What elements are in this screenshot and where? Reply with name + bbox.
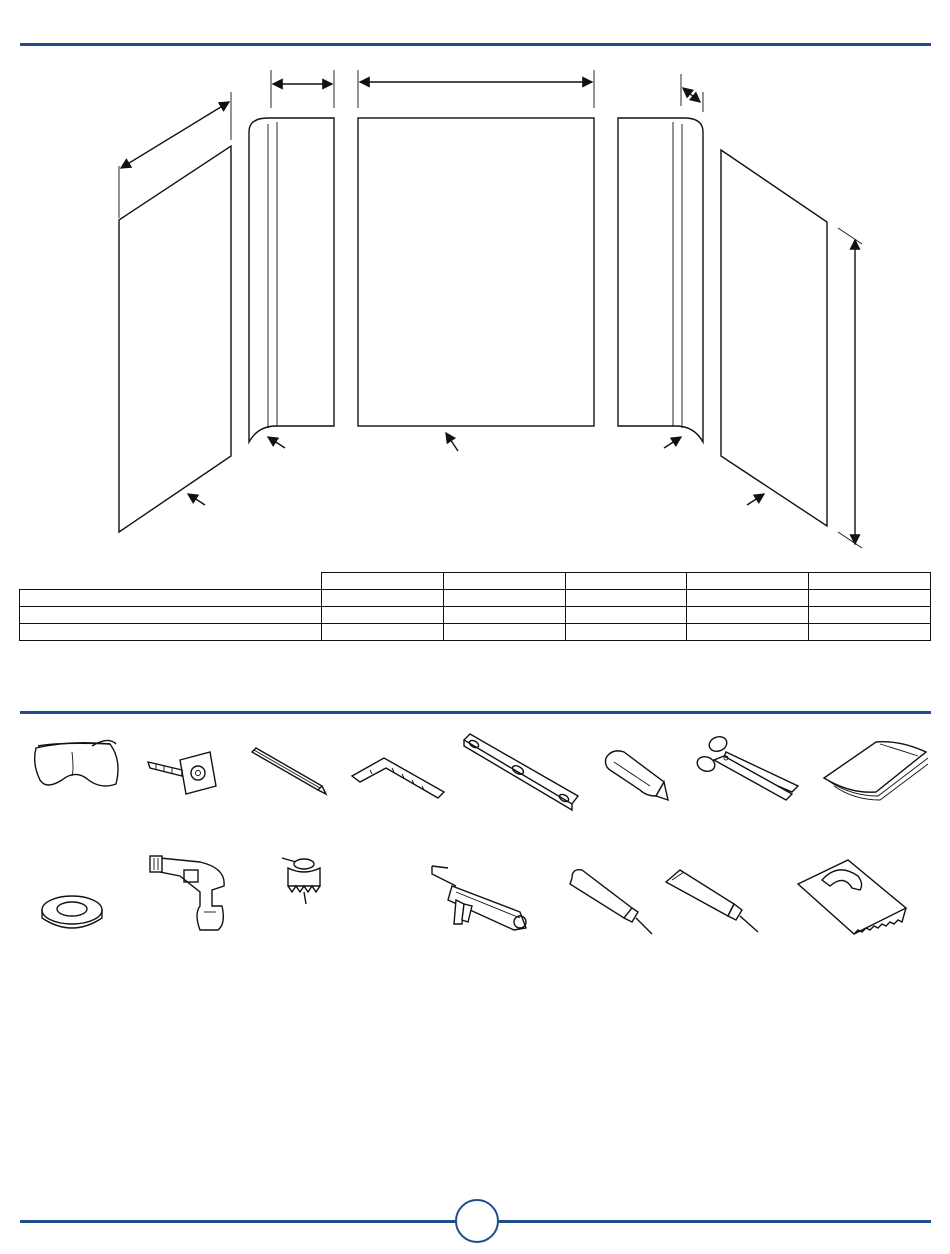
section-divider-tools [20, 711, 931, 714]
table-cell [322, 607, 444, 624]
table-cell [687, 590, 809, 607]
table-cell [565, 624, 687, 641]
table-cell [20, 624, 322, 641]
table-cell [809, 607, 931, 624]
table-row [20, 607, 931, 624]
panel-dimension-table [19, 572, 931, 641]
table-row [20, 590, 931, 607]
adhesive-tube-icon [666, 870, 758, 932]
table-header-cell [20, 573, 322, 590]
level-icon [464, 734, 578, 810]
left-corner-panel [249, 70, 334, 448]
caulk-gun-icon [432, 866, 526, 930]
table-cell [809, 624, 931, 641]
table-cell [687, 607, 809, 624]
table-cell [443, 624, 565, 641]
tools-and-materials [0, 720, 950, 950]
table-cell [20, 590, 322, 607]
cordless-drill-icon [150, 856, 224, 930]
tape-measure-icon [148, 752, 216, 794]
table-cell [565, 590, 687, 607]
table-header-cell [809, 573, 931, 590]
table-header-cell [687, 573, 809, 590]
scissors-icon [695, 734, 798, 800]
table-cell [443, 590, 565, 607]
table-cell [322, 590, 444, 607]
page-number-badge [455, 1199, 499, 1243]
utility-knife-icon [606, 751, 669, 800]
caulk-tube-icon [570, 870, 652, 934]
table-cell [20, 607, 322, 624]
table-cell [443, 607, 565, 624]
tape-roll-icon [42, 896, 102, 928]
table-row [20, 624, 931, 641]
table-header-row [20, 573, 931, 590]
wall-panel-diagram [0, 60, 950, 560]
notched-trowel-icon [798, 860, 906, 934]
pencil-icon [252, 748, 326, 794]
table-header-cell [443, 573, 565, 590]
right-side-panel [721, 150, 862, 548]
right-corner-panel [618, 74, 703, 448]
center-back-panel [358, 70, 594, 451]
section-divider-top [20, 43, 931, 46]
table-cell [809, 590, 931, 607]
drop-cloth-icon [824, 742, 928, 800]
table-header-cell [322, 573, 444, 590]
table-cell [565, 607, 687, 624]
table-header-cell [565, 573, 687, 590]
table-cell [322, 624, 444, 641]
carpenter-square-icon [352, 758, 444, 798]
left-side-panel [119, 92, 231, 532]
table-cell [687, 624, 809, 641]
safety-glasses-icon [35, 740, 118, 786]
hole-saw-icon [282, 858, 320, 904]
